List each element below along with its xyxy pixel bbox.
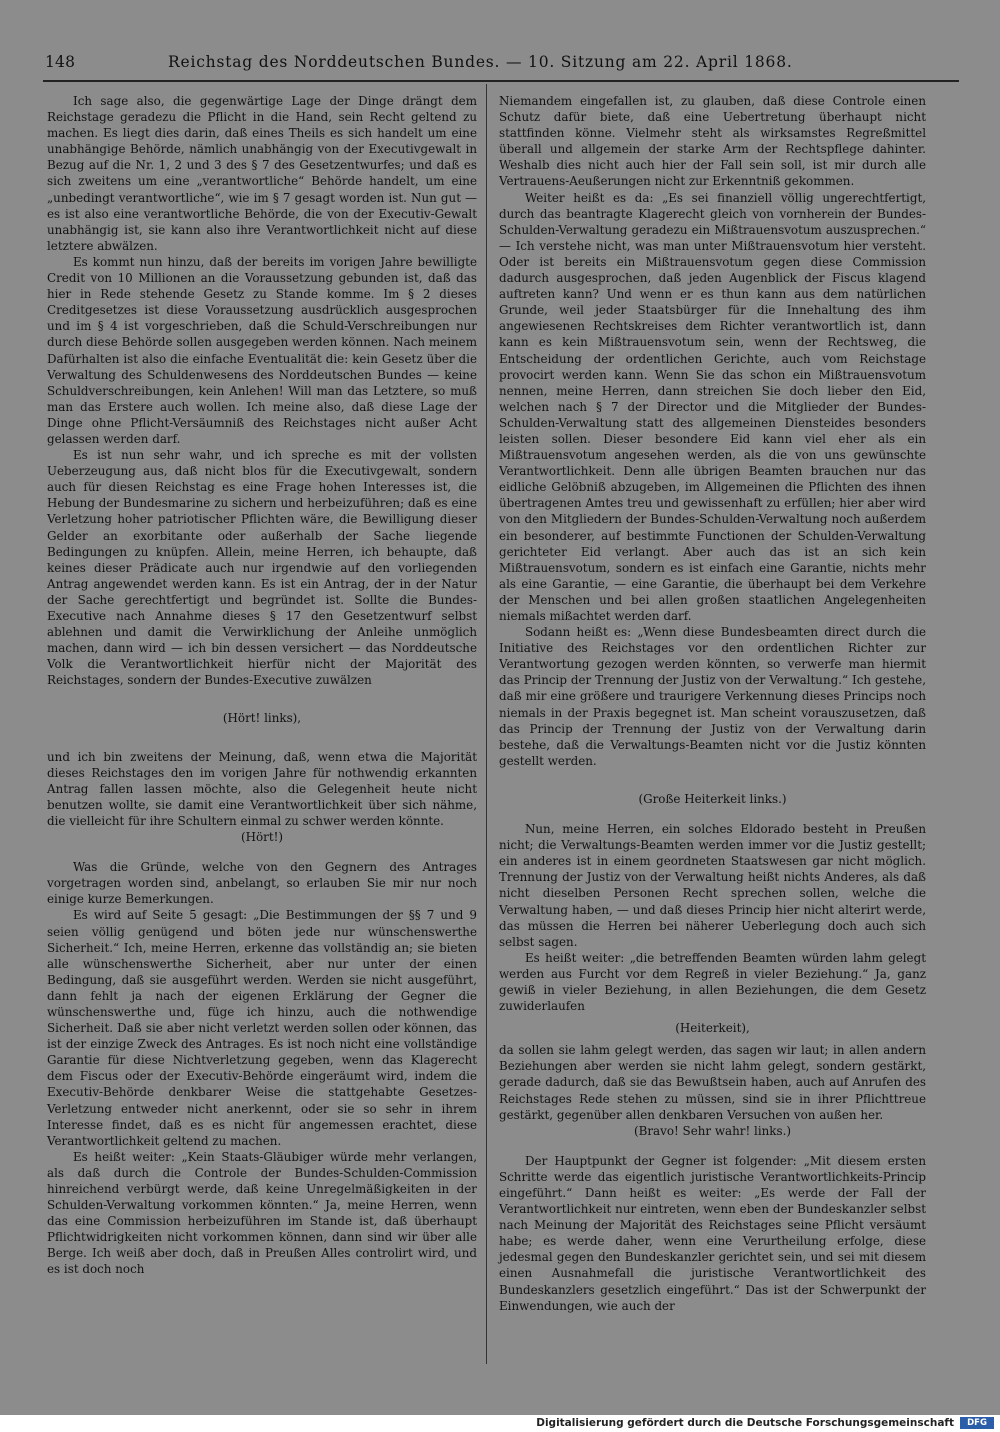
funding-credit: Digitalisierung gefördert durch die Deutsche Forschungsgemeinschaft (536, 1417, 954, 1429)
running-title: Reichstag des Norddeutschen Bundes. — 10. Sitzung am 22. April 1868. (168, 53, 793, 71)
dfg-logo: DFG (960, 1417, 994, 1429)
paragraph: Es heißt weiter: „die betreffenden Beamten würden lahm gelegt werden aus Furcht vor dem Regreß in vieler Beziehung.“ Ja, ganz gewiß in vieler Beziehung, in allen Beziehungen, die dem Gesetz zuwiderlaufen (499, 950, 926, 1014)
interjection: (Hört!) (240, 830, 284, 845)
paragraph: Es kommt nun hinzu, daß der bereits im vorigen Jahre bewilligte Credit von 10 Millionen an die Voraussetzung gebunden ist, daß das hier in Rede stehende Gesetz zu Stande komme. Im § 2 dieses Creditgesetzes ist diese Voraussetzung ausdrücklich ausgesprochen und im § 4 ist vorgeschrieben, daß die Schuld-Verschreibungen nur durch diese Behörde sollen ausgegeben werden können. Nach meinem Dafürhalten ist also die einfache Eventualität die: kein Gesetz über die Verwaltung des Schuldenwesens des Norddeutschen Bundes — keine Schuldverschreibungen, kein Anlehen! Will man das Letztere, so muß man das Erstere auch wollen. Ich meine also, daß diese Lage der Dinge ohne Pflicht-Versäumniß des Reichstages nicht außer Acht gelassen werden darf. (47, 254, 477, 446)
paragraph: Weiter heißt es da: „Es sei finanziell völlig ungerechtfertigt, durch das beantragte Klagerecht gleich von vornherein der Bundes-Schulden-Verwaltung geradezu ein Mißtrauensvotum auszusprechen.“ — Ich verstehe nicht, was man unter Mißtrauensvotum hier versteht. Oder ist bereits ein Mißtrauensvotum gegen diese Commission dadurch ausgesprochen, daß jeden Augenblick der Fiscus klagend auftreten kann? Und wenn er es thun kann aus dem natürlichen Grunde, weil jeder Staatsbürger für die Innehaltung des ihm angewiesenen Rechtskreises dem Richter verantwortlich ist, dann kann es kein Mißtrauensvotum sein, wenn der Rechtsweg, die Entscheidung der ordentlichen Gerichte, auch vom Reichstage provocirt werden kann. Wenn Sie das schon ein Mißtrauensvotum nennen, meine Herren, dann streichen Sie doch lieber den Eid, welchen nach § 7 der Director und die Mitglieder der Bundes-Schulden-Verwaltung statt des allgemeinen Diensteides besonders leisten sollen. Dieser besondere Eid kann viel eher als ein Mißtrauensvotum angesehen werden, als die von uns gewünschte Verantwortlichkeit. Denn alle übrigen Beamten brauchen nur das eidliche Gelöbniß abzugeben, im Allgemeinen die Pflichten des ihnen übertragenen Amtes treu und gewissenhaft zu erfüllen; hier aber wird von den Mitgliedern der Bundes-Schulden-Verwaltung noch außerdem ein besonderer, auf bestimmte Functionen der Schulden-Verwaltung gerichteter Eid verlangt. Aber auch das ist an sich kein Mißtrauensvotum, sondern es ist einfach eine Garantie, nichts mehr als eine Garantie, — eine Garantie, die überhaupt bei dem Verkehre der Menschen und bei allen großen staatlichen Angelegenheiten niemals mißachtet werden darf. (499, 190, 926, 623)
interjection: (Große Heiterkeit links.) (638, 791, 787, 806)
paragraph: Niemandem eingefallen ist, zu glauben, daß diese Controle einen Schutz dafür biete, daß eine Uebertretung überhaupt nicht stattfinden könne. Vielmehr steht als wirksamstes Regreßmittel überall und allgemein der starke Arm der Rechtspflege dahinter. Weshalb dies nicht auch hier der Fall sein soll, ist mir durch alle Vertrauens-Aeußerungen nicht zur Erkenntniß gekommen. (499, 94, 926, 189)
paragraph: Der Hauptpunkt der Gegner ist folgender: „Mit diesem ersten Schritte werde das eigentlich juristische Verantwortlichkeits-Princip eingeführt.“ Dann heißt es weiter: „Es werde der Fall der Verantwortlichkeit nur eintreten, wenn eben der Bundeskanzler selbst nach Meinung der Majorität des Reichstages seine Pflicht versäumt habe; es werde daher, wenn eine Verurtheilung erfolge, diese jedesmal gegen den Bundeskanzler gerichtet sein, und sei mit diesem einen Ausnahmefall die juristische Verantwortlichkeit des Bundeskanzlers gesetzlich eingeführt.“ Das ist der Schwerpunkt der Einwendungen, wie auch der (499, 1153, 926, 1313)
paragraph: und ich bin zweitens der Meinung, daß, wenn etwa die Majorität dieses Reichstages den im vorigen Jahre für nothwendig erkannten Antrag fallen lassen möchte, also die Gelegenheit heute nicht benutzen wollte, sie damit eine Verantwortlichkeit über sich nähme, die vielleicht für ihre Schultern einmal zu schwer werden könnte. (47, 749, 477, 828)
paragraph: Es ist nun sehr wahr, und ich spreche es mit der vollsten Ueberzeugung aus, daß nicht blos für die Executivgewalt, sondern auch für diesen Reichstag es eine Frage hohen Interesses ist, die Hebung der Bundesmarine zu sichern und herbeizuführen; daß es eine Verletzung hoher patriotischer Pflichten wäre, die Bewilligung dieser Gelder an exorbitante oder außerhalb der Sache liegende Bedingungen zu knüpfen. Allein, meine Herren, ich behaupte, daß keines dieser Prädicate auch nur irgendwie auf den vorliegenden Antrag angewendet werden kann. Es ist ein Antrag, der in der Natur der Sache gerechtfertigt und begründet ist. Sollte die Bundes-Executive nach Annahme dieses § 17 den Gesetzentwurf selbst ablehnen und damit die Verwirklichung der Anleihe unmöglich machen, dann wird — ich bin dessen versichert — das Norddeutsche Volk die Verantwortlichkeit hierfür nicht der Majorität des Reichstages, sondern der Bundes-Executive zuwälzen (47, 448, 477, 688)
page-number: 148 (45, 53, 76, 71)
paragraph: Ich sage also, die gegenwärtige Lage der Dinge drängt dem Reichstage geradezu die Pflicht in die Hand, sein Recht geltend zu machen. Es liegt dies darin, daß eines Theils es sich handelt um eine unabhängige Behörde, nämlich unabhängig von der Executivgewalt in Bezug auf die Nr. 1, 2 und 3 des § 7 des Gesetzentwurfes; und daß es sich zweitens um eine „verantwortliche“ Behörde handelt, um eine „unbedingt verantwortliche“, wie im § 7 gesagt worden ist. Nun gut — es ist also eine verantwortliche Behörde, die von der Executiv-Gewalt unabhängig ist, sie kann also ihre Verantwortlichkeit nicht auf diese letztere abwälzen. (47, 94, 477, 253)
paragraph: Nun, meine Herren, ein solches Eldorado besteht in Preußen nicht; die Verwaltungs-Beamten werden immer vor die Justiz gestellt; ein anderes ist in einem geordneten Staatswesen gar nicht möglich. Trennung der Justiz von der Verwaltung heißt nichts Anderes, als daß nicht dieselben Personen Recht sprechen sollen, welche die Verwaltung haben, — und daß dieses Princip hier nicht alterirt werde, das müssen die Herren bei näherer Ueberlegung doch auch sich selbst sagen. (499, 822, 926, 949)
paragraph: Sodann heißt es: „Wenn diese Bundesbeamten direct durch die Initiative des Reichstages vor den ordentlichen Richter zur Verantwortung gezogen werden könnten, so verwerfe man hiermit das Princip der Trennung der Justiz von der Verwaltung.“ Ich gestehe, daß mir eine größere und traurigere Verkennung dieses Princips noch niemals in der Praxis begegnet ist. Man scheint vorauszusetzen, daß das Princip der Trennung der Justiz von der Verwaltung darin bestehe, daß die Verwaltungs-Beamten nicht vor die Justiz könnten gestellt werden. (499, 625, 926, 768)
paragraph: Es heißt weiter: „Kein Staats-Gläubiger würde mehr verlangen, als daß durch die Controle der Bundes-Schulden-Commission hinreichend verbürgt werde, daß keine Unregelmäßigkeiten in der Schulden-Verwaltung vorkommen könnten.“ Ja, meine Herren, wenn das eine Commission herbeizuführen im Stande ist, daß überhaupt Pflichtwidrigkeiten nicht vorkommen können, dann sind wir über alle Berge. Ich weiß aber doch, daß in Preußen Alles controlirt wird, und es ist doch noch (47, 1149, 477, 1277)
interjection: (Heiterkeit), (675, 1021, 750, 1036)
paragraph: Es wird auf Seite 5 gesagt: „Die Bestimmungen der §§ 7 und 9 seien völlig genügend und böten jede nur wünschenswerthe Sicherheit.“ Ich, meine Herren, erkenne das vollständig an; sie bieten alle wünschenswerthe Sicherheit, aber nur unter der einen Bedingung, daß sie ausgeführt werden. Werden sie nicht ausgeführt, dann fehlt ja nach der eigenen Erklärung der Gegner die wünschenswerthe und, füge ich hinzu, auch die nothwendige Sicherheit. Daß sie aber nicht verletzt werden sollen oder können, das ist der einzige Zweck des Antrages. Es ist noch nicht eine vollständige Garantie für diese Nichtverletzung gegeben, wenn das Klagerecht dem Fiscus oder der Executiv-Behörde eingeräumt wird, indem die Executiv-Behörde denkbarer Weise die stattgehabte Gesetzes-Verletzung entweder nicht anerkennt, oder sie so sehr in ihrem Interesse findet, daß es es nicht für angemessen erachtet, diese Verantwortlichkeit geltend zu machen. (47, 908, 477, 1148)
column-divider (486, 84, 487, 1364)
interjection: (Hört! links), (222, 711, 302, 726)
paragraph: da sollen sie lahm gelegt werden, das sagen wir laut; in allen andern Beziehungen aber werden sie nicht lahm gelegt, sondern gestärkt, gerade dadurch, daß sie das Bewußtsein haben, auch auf Anrufen des Reichstages Rede stehen zu müssen, sind sie in ihrer Pflichttreue gestärkt, gegenüber allen denkbaren Versuchen von außen her. (499, 1043, 926, 1122)
right-column (499, 93, 926, 1314)
page-header (40, 53, 960, 79)
left-column (47, 93, 477, 1278)
paragraph: Was die Gründe, welche von den Gegnern des Antrages vorgetragen worden sind, anbelangt, so erlauben Sie mir nur noch einige kurze Bemerkungen. (47, 860, 477, 907)
digitization-footer (0, 1415, 1000, 1432)
header-rule (43, 80, 959, 82)
interjection: (Bravo! Sehr wahr! links.) (633, 1123, 792, 1138)
